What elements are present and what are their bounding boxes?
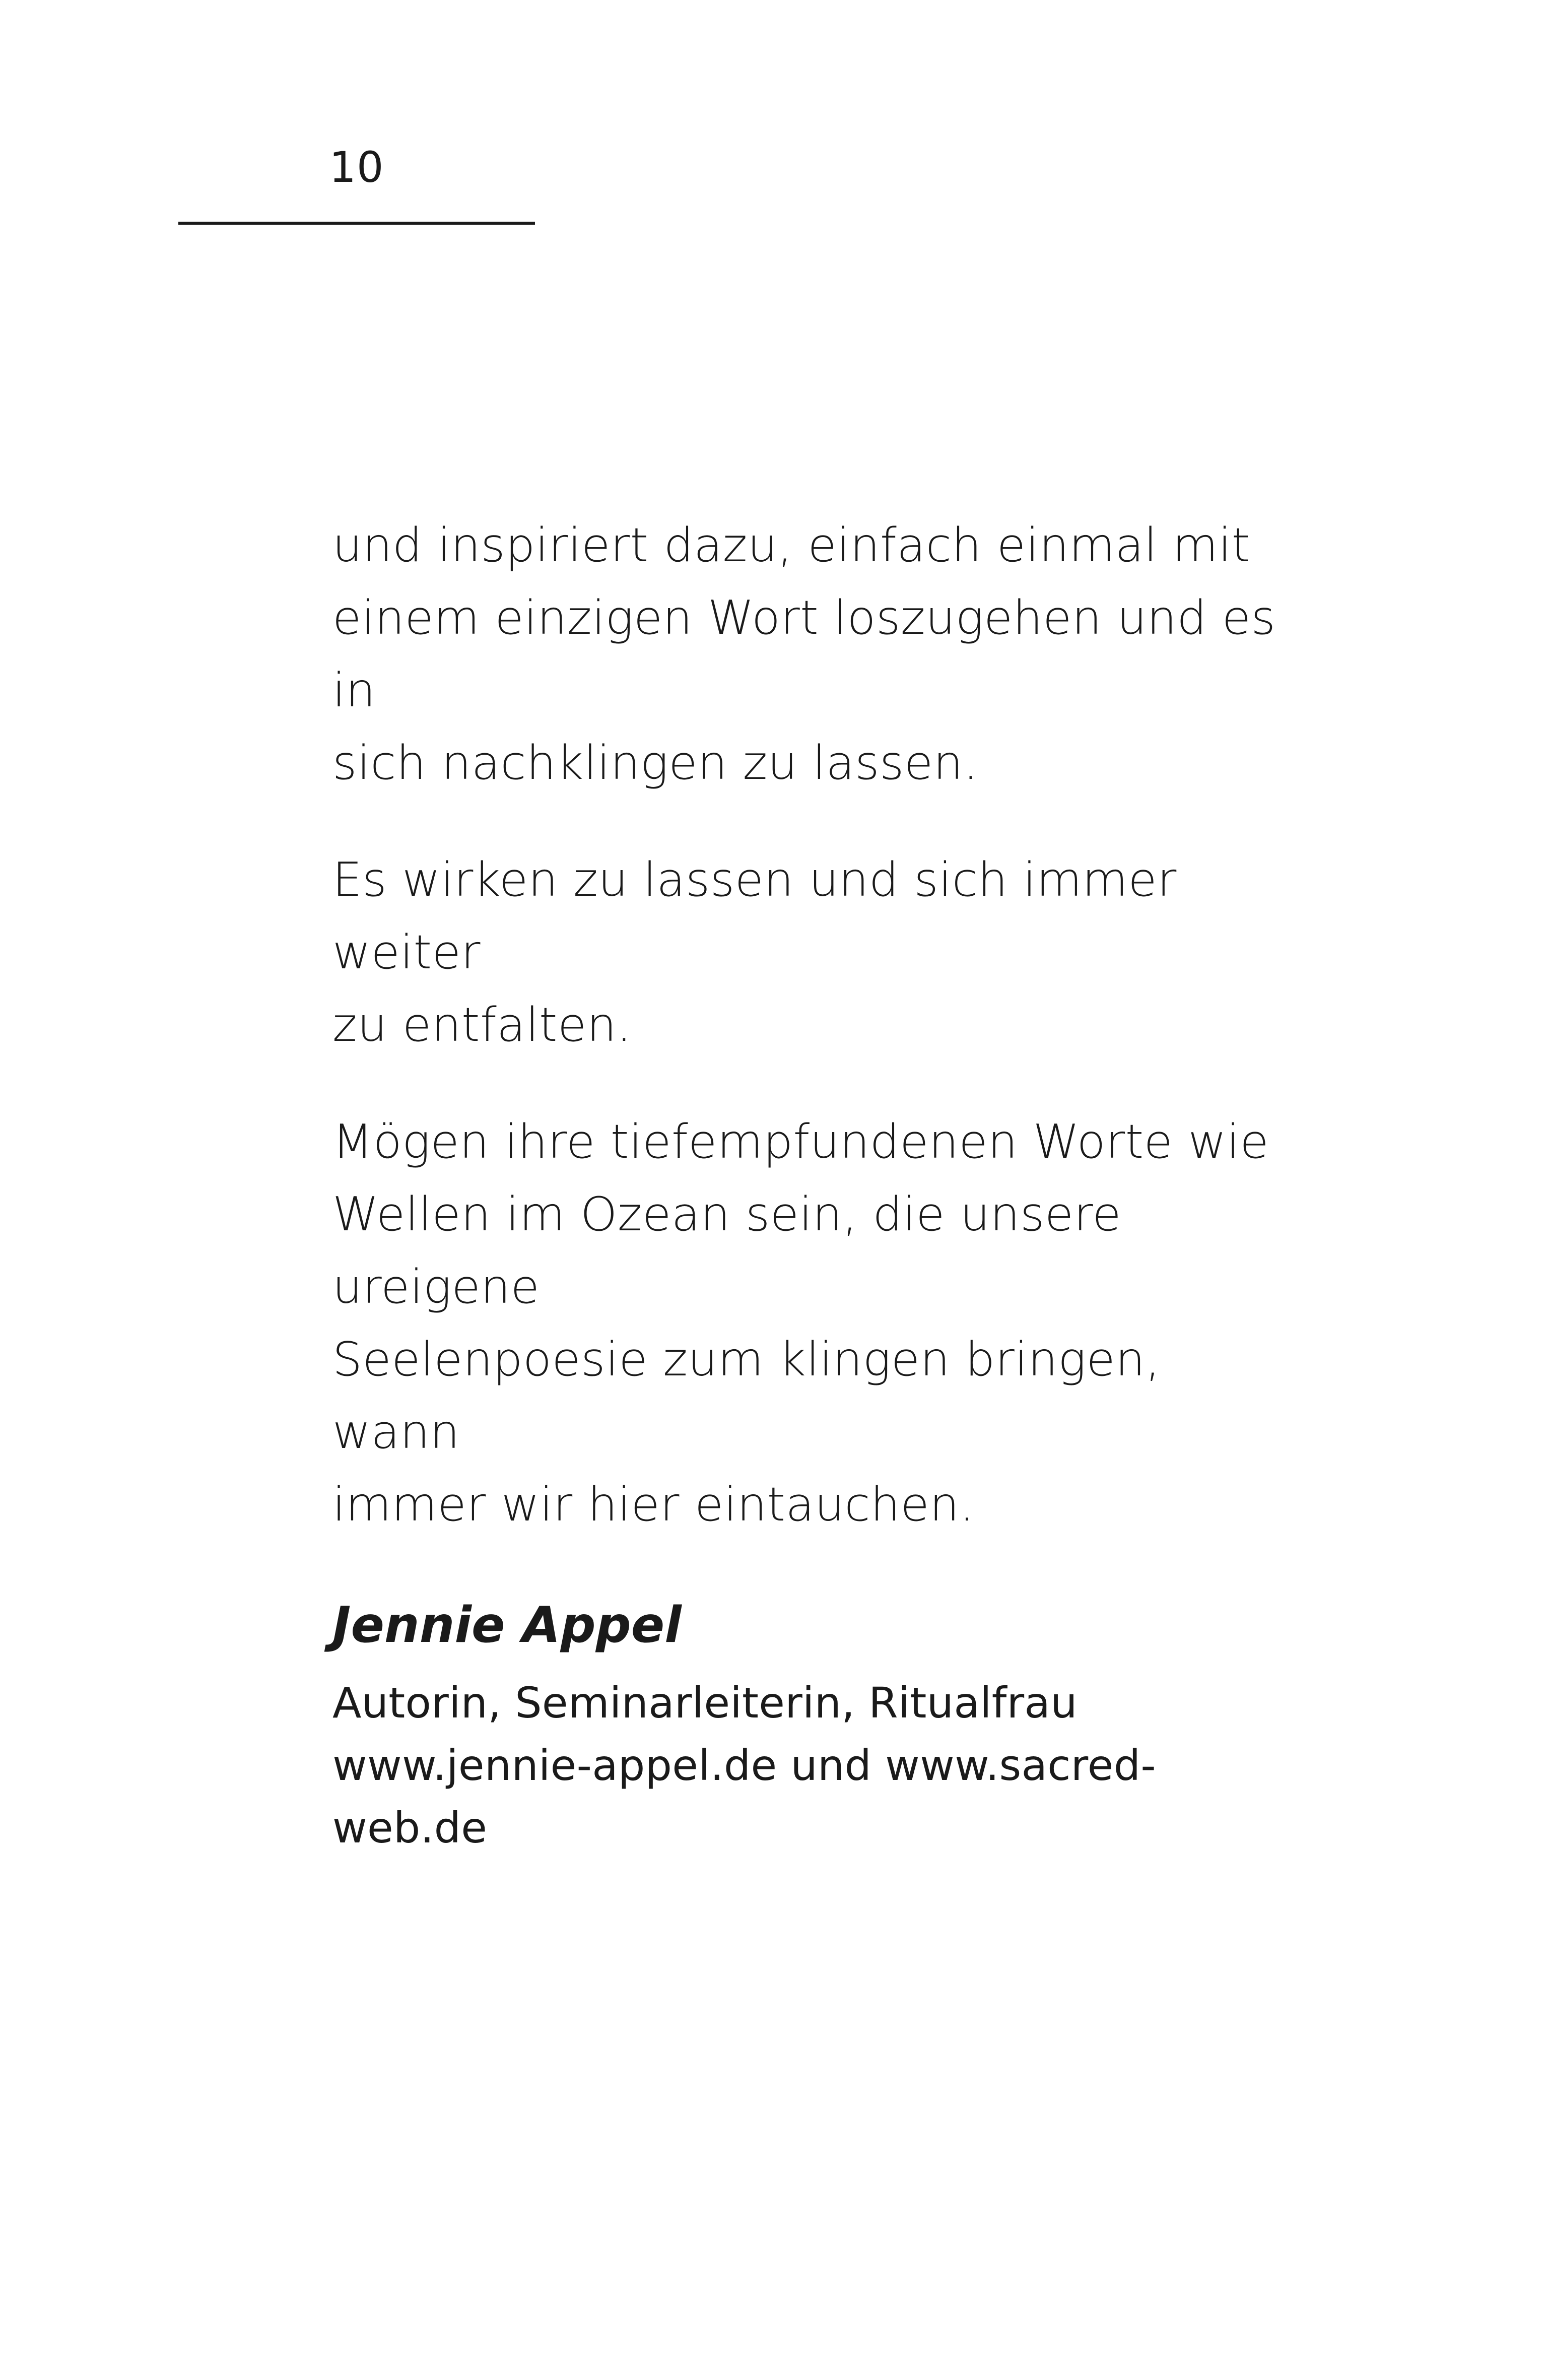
paragraph-3 [332, 1105, 1290, 1541]
paragraph-3-line-4: immer wir hier eintauchen. [332, 1477, 975, 1532]
author-name: Jennie Appel [332, 1597, 682, 1654]
page-number: 10 [329, 143, 384, 192]
author-info [332, 1672, 1290, 1859]
page-content [332, 509, 1290, 1859]
author-websites: www.jennie-appel.de und www.sacred-web.de [332, 1741, 1156, 1853]
header-rule [178, 222, 535, 225]
paragraph-3-line-3: Seelenpoesie zum klingen bringen, wann [332, 1332, 1161, 1459]
paragraph-3-line-2: Wellen im Ozean sein, die unsere ureigene [332, 1187, 1122, 1314]
paragraph-2-line-2: zu entfalten. [332, 998, 632, 1052]
author-roles: Autorin, Seminarleiterin, Ritualfrau [332, 1678, 1078, 1728]
paragraph-2 [332, 843, 1290, 1061]
paragraph-1-line-3: sich nachklingen zu lassen. [332, 736, 979, 790]
paragraph-1-line-2: einem einzigen Wort loszugehen und es in [332, 590, 1276, 717]
paragraph-2-line-1: Es wirken zu lassen und sich immer weiter [332, 852, 1177, 979]
paragraph-1 [332, 509, 1290, 799]
paragraph-1-line-1: und inspiriert dazu, einfach einmal mit [332, 518, 1250, 572]
paragraph-3-line-1: Mögen ihre tiefempfundenen Worte wie [332, 1114, 1269, 1169]
